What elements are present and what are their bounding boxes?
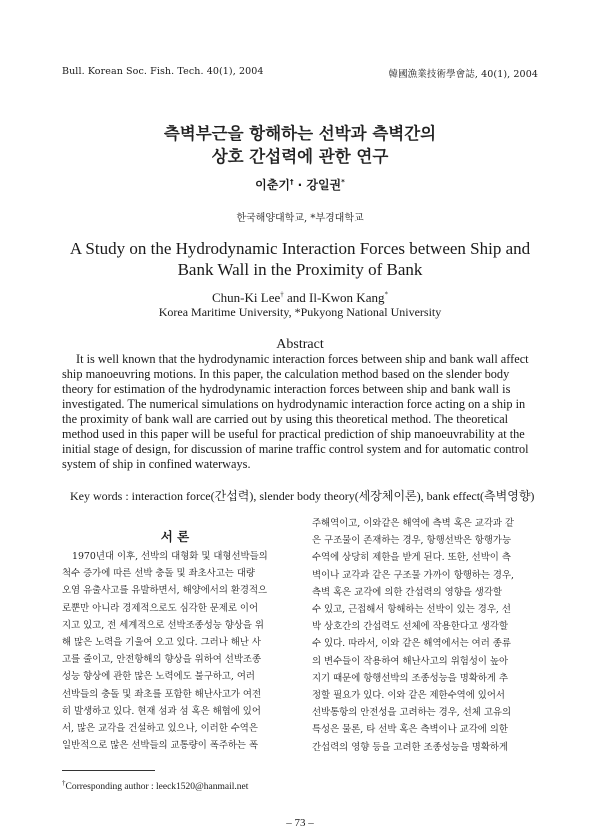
section-heading-introduction: 서 론 — [160, 529, 190, 544]
footnote-text: Corresponding author : leeck1520@hanmail.net — [65, 782, 249, 792]
korean-title-line-1: 측벽부근을 항해하는 선박과 측벽간의 — [163, 124, 437, 143]
abstract-line: theory for estimation of the hydrodynamic interaction forces between ship and bank wall is — [62, 382, 511, 396]
affiliation-mark: * — [341, 178, 345, 186]
abstract-line: ship manoeuvring motions. In this paper, the calculation method based on the slender body — [62, 367, 510, 381]
abstract-line: system of ship in confined waterways. — [62, 457, 251, 471]
footnote — [62, 778, 249, 792]
abstract-line: It is well known that the hydrodynamic interaction forces between ship and bank wall affect — [76, 352, 529, 366]
body-line: 척수 증가에 따른 선박 충돌 및 좌초사고는 대량 — [62, 568, 255, 580]
running-header-right: 韓國漁業技術學會誌, 40(1), 2004 — [388, 69, 538, 80]
abstract-line: investigated. The numerical simulations on hydrodynamic interaction force acting on a ship in — [62, 397, 526, 411]
corresponding-mark-en: † — [280, 290, 284, 299]
body-line: 측벽 혹은 교각에 의한 간섭력의 영향을 생각할 — [312, 586, 502, 598]
english-title-line-2: Bank Wall in the Proximity of Bank — [177, 260, 423, 279]
author-1-english: Chun-Ki Lee — [212, 290, 281, 305]
body-line: 지기 때문에 항행선박의 조종성능을 명확하게 추 — [312, 672, 509, 684]
author-2-english: Il-Kwon Kang — [309, 290, 385, 305]
korean-title-line-2: 상호 간섭력에 관한 연구 — [211, 147, 389, 166]
page-number: – 73 – — [286, 817, 314, 829]
footnote-mark: † — [62, 778, 66, 787]
body-line: 선박통항의 안전성을 고려하는 경우, 선체 고유의 — [312, 707, 512, 719]
body-line: 특성은 물론, 타 선박 혹은 측벽이나 교각에 의한 — [312, 724, 508, 736]
korean-authors — [0, 176, 600, 193]
body-line: 간섭력의 영향 등을 고려한 조종성능을 명확하게 — [312, 741, 509, 753]
author-separator: · — [293, 178, 307, 192]
abstract-line: the proximity of bank wall are carried out by using this theoretical method. The theoretical — [62, 412, 509, 426]
body-line: 1970년대 이후, 선박의 대형화 및 대형선박들의 — [72, 551, 268, 562]
body-line: 정할 필요가 있다. 이와 같은 제한수역에 있어서 — [312, 690, 505, 702]
author-2-korean: 강일권 — [306, 178, 342, 192]
body-line: 서, 많은 교각을 건설하고 있으나, 이러한 수역은 — [62, 723, 258, 735]
english-authors — [0, 290, 600, 306]
right-column — [312, 515, 542, 756]
body-line: 고를 줄이고, 안전항해의 향상을 위하여 선박조종 — [62, 654, 262, 666]
body-line: 수 있고, 근접해서 항해하는 선박이 있는 경우, 선 — [312, 604, 511, 616]
body-line: 주해역이고, 이와같은 해역에 측벽 혹은 교각과 같 — [312, 518, 514, 529]
footnote-divider — [62, 770, 155, 771]
author-conjunction: and — [283, 290, 310, 305]
body-line: 선박들의 충돌 및 좌초를 포함한 해난사고가 여전 — [62, 688, 262, 700]
keywords: Key words : interaction force(간섭력), slender body theory(세장체이론), bank effect(측벽영향) — [70, 489, 535, 503]
body-line: 수역에 상당히 제한을 받게 된다. 또한, 선박이 측 — [312, 552, 511, 564]
author-1-korean: 이춘기 — [255, 178, 290, 192]
body-line: 의 변수들이 작용하여 해난사고의 위험성이 높아 — [312, 655, 509, 667]
body-line: 일반적으로 많은 선박들의 교통량이 폭주하는 폭 — [62, 740, 259, 752]
body-line: 성능 향상에 관한 많은 노력에도 불구하고, 여러 — [62, 671, 255, 683]
english-affiliation: Korea Maritime University, *Pukyong National University — [158, 305, 442, 319]
body-line: 오염 유출사고를 유발하면서, 해양에서의 환경적으 — [62, 585, 268, 597]
body-line: 지고 있고, 전 세계적으로 선박조종성능 향상을 위 — [62, 619, 264, 631]
left-column — [62, 548, 292, 754]
english-title-line-1: A Study on the Hydrodynamic Interaction Forces between Ship and — [69, 239, 531, 258]
body-line: 로뿐만 아니라 경제적으로도 심각한 문제로 이어 — [62, 602, 259, 614]
corresponding-mark: † — [289, 178, 294, 186]
abstract-line: initial stage of design, for discussion of marine traffic control system and for automatic control — [62, 442, 529, 456]
body-line: 수 있다. 따라서, 이와 같은 해역에서는 여러 종류 — [312, 638, 511, 650]
running-header-left: Bull. Korean Soc. Fish. Tech. 40(1), 2004 — [62, 66, 264, 77]
korean-affiliation: 한국해양대학교, *부경대학교 — [236, 213, 364, 224]
body-line: 은 구조물이 존재하는 경우, 항행선박은 항행가능 — [312, 535, 512, 547]
body-line: 박 상호간의 간섭력도 선체에 작용한다고 생각할 — [312, 621, 509, 633]
abstract-line: method used in this paper will be useful for practical prediction of ship manoeuvrability at the — [62, 427, 525, 441]
body-line: 해 많은 노력을 기울여 오고 있다. 그러나 해난 사 — [62, 637, 261, 649]
body-line: 히 발생하고 있다. 현재 섬과 섬 혹은 해협에 있어 — [62, 705, 261, 717]
affiliation-mark-en: * — [384, 290, 388, 299]
abstract-heading: Abstract — [276, 337, 324, 352]
body-line: 벽이나 교각과 같은 구조물 가까이 항행하는 경우, — [312, 569, 514, 581]
